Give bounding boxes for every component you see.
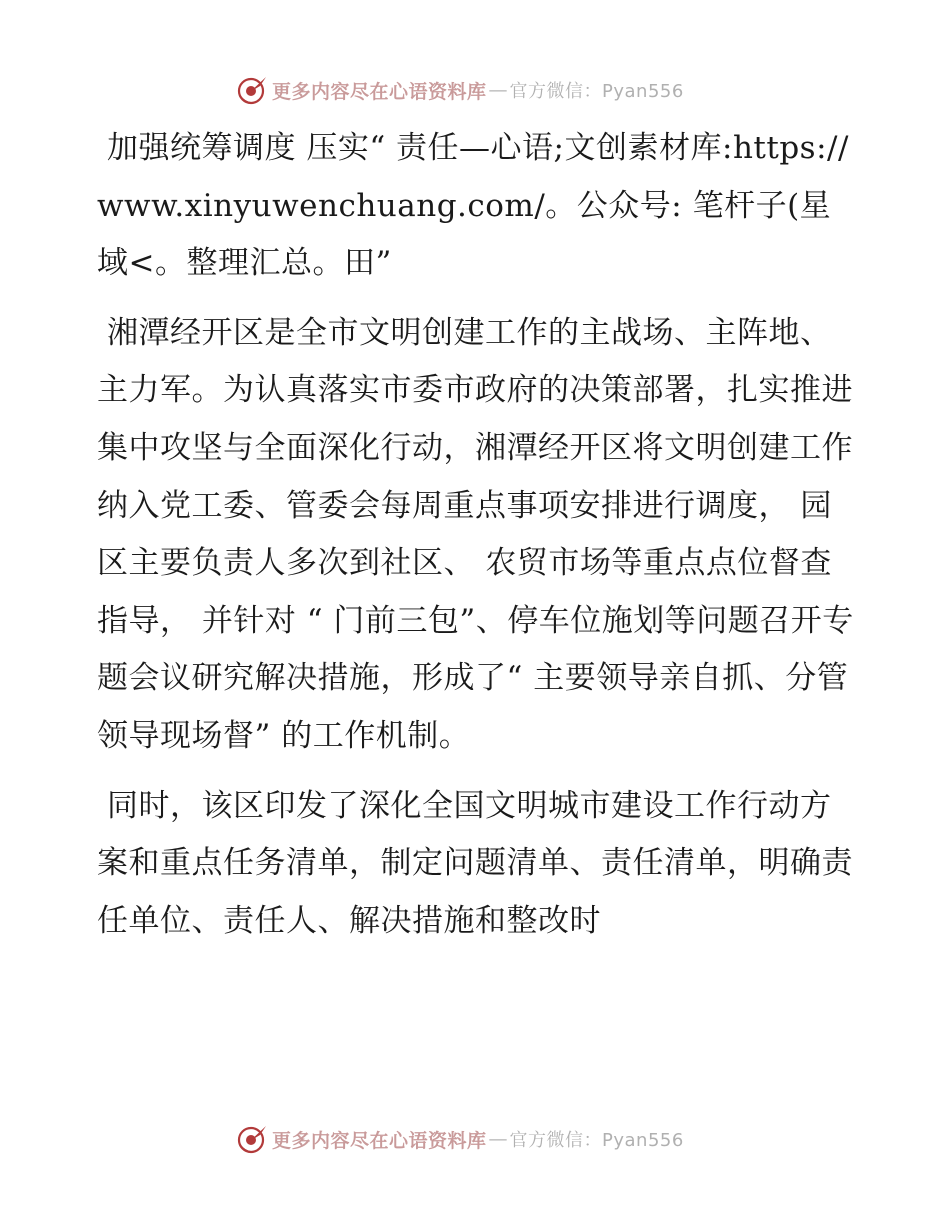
watermark-text: 更多内容尽在心语资料库 — [272, 1129, 487, 1152]
watermark-wechat: 官方微信：Pyan556 — [509, 1130, 684, 1151]
quill-logo-icon — [236, 1123, 268, 1155]
watermark-text: 更多内容尽在心语资料库 — [272, 80, 487, 103]
footer-watermark — [236, 1122, 684, 1156]
paragraph-3: 同时，该区印发了深化全国文明城市建设工作行动方案和重点任务清单，制定问题清单、责任清单，明确责任单位、责任人、解决措施和整改时 — [97, 787, 853, 939]
watermark-wechat: 官方微信：Pyan556 — [509, 81, 684, 102]
paragraph-1: 加强统筹调度 压实“ 责任—心语;文创素材库:https://www.xinyuwenchuang.com/。公众号: 笔杆子(星域<。整理汇总。田” — [97, 130, 849, 282]
watermark-dash: — — [488, 79, 508, 101]
header-watermark — [236, 73, 684, 107]
quill-logo-icon — [236, 74, 268, 106]
paragraph-2: 湘潭经开区是全市文明创建工作的主战场、主阵地、主力军。为认真落实市委市政府的决策部署，扎实推进集中攻坚与全面深化行动，湘潭经开区将文明创建工作纳入党工委、管委会每周重点事项安排进行调度， 园区主要负责人多次到社区、 农贸市场等重点点位督查指导， 并针对 “ 门前三包”、停车位施划等问题召开专题会议研究解决措施，形成了“ 主要领导亲自抓、分管领导现场督” 的工作机制。 — [97, 314, 854, 754]
watermark-dash: — — [488, 1128, 508, 1150]
document-body — [97, 120, 857, 962]
